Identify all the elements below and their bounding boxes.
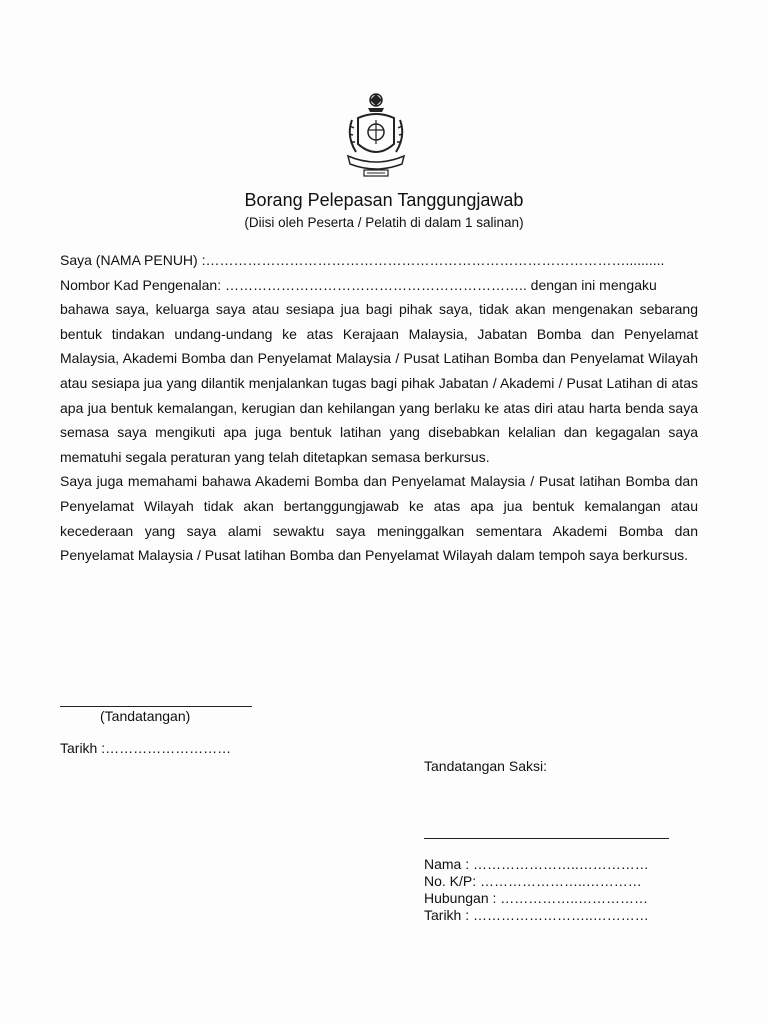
form-title: Borang Pelepasan Tanggungjawab <box>244 190 524 210</box>
bomba-crest-icon <box>344 90 408 182</box>
signature-date: Tarikh :……………………… <box>60 740 232 756</box>
witness-signature-line <box>424 838 669 839</box>
declaration-paragraph-1: bahawa saya, keluarga saya atau sesiapa jua bagi pihak saya, tidak akan mengenakan sebarang bentuk tindakan undang-undang ke atas Kerajaan Malaysia, Jabatan Bomba dan Penyelamat Malaysia, Akademi Bomba dan Penyelamat Malaysia / Pusat Latihan Bomba dan Penyelamat Wilayah atau sesiapa jua yang dilantik menjalankan tugas bagi pihak Jabatan / Akademi / Pusat Latihan di atas apa jua bentuk kemalangan, kerugian dan kehilangan yang berlaku ke atas diri atau harta benda saya semasa saya mengikuti apa juga bentuk latihan yang disebabkan kelalian dan kegagalan saya mematuhi segala peraturan yang telah ditetapkan semasa berkursus. <box>60 301 698 465</box>
witness-date-field: Tarikh : ……………………..………… <box>424 907 649 923</box>
witness-signature-title: Tandatangan Saksi: <box>424 758 547 774</box>
witness-ic-field: No. K/P: …………………..………… <box>424 873 642 889</box>
declaration-paragraph-2: Saya juga memahami bahawa Akademi Bomba dan Penyelamat Malaysia / Pusat latihan Bomba dan Penyelamat Wilayah tidak akan bertanggungjawab ke atas apa jua bentuk kemalangan atau kecederaan yang saya alami sewaktu saya meninggalkan sementara Akademi Bomba dan Penyelamat Malaysia / Pusat latihan Bomba dan Penyelamat Wilayah dalam tempoh saya berkursus. <box>60 473 698 564</box>
signature-label: (Tandatangan) <box>100 708 191 724</box>
form-subtitle: (Diisi oleh Peserta / Pelatih di dalam 1 salinan) <box>244 215 524 230</box>
witness-fields <box>424 856 649 924</box>
witness-relation-field: Hubungan : ……………..…………… <box>424 890 649 906</box>
full-name-line: Saya (NAMA PENUH) :……………………………………………………………………………….......... <box>60 252 665 268</box>
declaration-body <box>60 248 698 568</box>
witness-name-field: Nama : …………………..…………… <box>424 856 649 872</box>
ic-number-line: Nombor Kad Pengenalan: ……………………………………………………….. dengan ini mengaku <box>60 276 657 293</box>
signature-line <box>60 706 252 707</box>
